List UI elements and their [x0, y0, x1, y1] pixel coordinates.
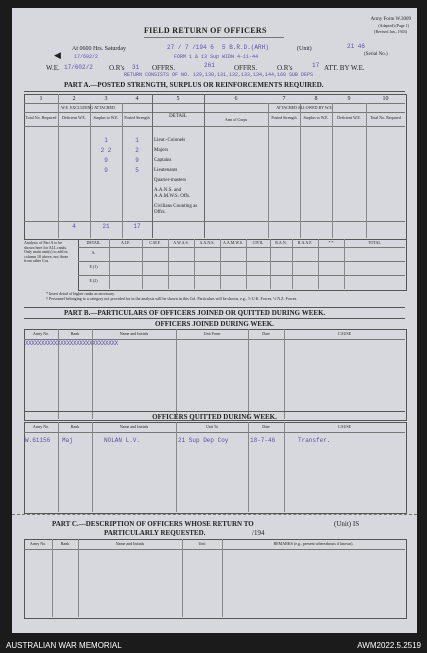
part-c-col-army-no: Army No. — [29, 541, 47, 546]
col-number-8: 8 — [314, 96, 318, 102]
return-line: RETURN CONSISTS OF NO. 129,130,131,132,133,134,144,160 SUB DEPS — [124, 72, 314, 78]
we-label: W.E. — [46, 64, 60, 72]
quitted-title: OFFICERS QUITTED DURING WEEK. — [152, 413, 277, 421]
part-c-col-unit: Unit — [198, 541, 206, 546]
army-form-label: Army Form W.3009 — [370, 17, 411, 22]
revised-label: (Revised Jan., 1943) — [374, 29, 407, 34]
col-number-5: 5 — [176, 96, 180, 102]
part-a-title: PART A.—POSTED STRENGTH, SURPLUS OR REINFORCEMENTS REQUIRED. — [64, 81, 324, 89]
part-c-title-2: PARTICULARLY REQUESTED. — [104, 529, 206, 537]
detail-row-lieutenants: Lieutenants — [154, 168, 178, 173]
quitted-col-unit: Unit To — [205, 424, 219, 429]
quitted-unit-to: 21 Sup Dep Coy — [178, 437, 229, 444]
col-number-9: 9 — [347, 96, 351, 102]
footer-right: AWM2022.5.2519 — [357, 641, 421, 650]
analysis-detail-header: DETAIL — [86, 240, 101, 245]
part-b-title: PART B.—PARTICULARS OF OFFICERS JOINED OR QUITTED DURING WEEK. — [64, 309, 326, 317]
joined-col-name: Name and Initials — [119, 331, 149, 336]
offrs-label-1: OFFRS. — [152, 64, 176, 72]
col-header-10: Total No. Required — [370, 115, 401, 120]
quitted-army-no: W.61156 — [25, 437, 51, 444]
quitted-cause: Transfer. — [298, 437, 331, 444]
footnote-2: † Personnel belonging to a category not provided for in the analysis will be shown in this Col. Particulars will be shown, e.g., ½ U.K. Forces, ½ N.Z. Forces. — [46, 296, 298, 301]
quitted-rank: Maj — [62, 437, 73, 444]
detail-row-qm: Quarter-masters — [154, 178, 187, 183]
col3-lt-col: 1 — [104, 137, 108, 144]
total-col3: 21 — [102, 223, 110, 230]
joined-col-unit: Unit From — [203, 331, 221, 336]
part-c-title-2-end: /194 — [252, 529, 265, 537]
joined-col-date: Date — [262, 331, 270, 336]
detail-row-aans: A.A.N.S. and A.A.M.W.S. Offs. — [154, 188, 191, 199]
col4-lt-col: 1 — [135, 137, 139, 144]
footer-left: AUSTRALIAN WAR MEMORIAL — [6, 641, 122, 650]
col-number-3: 3 — [104, 96, 108, 102]
analysis-col-other: * * — [328, 240, 334, 245]
ors-label-1: O.R's — [109, 64, 125, 72]
quitted-col-army-no: Army No. — [32, 424, 50, 429]
col-number-2: 2 — [72, 96, 76, 102]
ors-typed-1: 261 — [204, 62, 215, 69]
part-c-table — [24, 539, 407, 619]
offrs-typed-1: 31 — [132, 64, 140, 71]
analysis-col-civil: CIVIL — [252, 240, 264, 245]
quitted-date: 18-7-46 — [250, 437, 276, 444]
detail-row-majors: Majors — [154, 148, 169, 153]
part-c-title-1-end: (Unit) IS — [334, 520, 360, 528]
offrs-label-2: OFFRS. — [234, 64, 258, 72]
part-c-title-1: PART C.—DESCRIPTION OF OFFICERS WHOSE RETURN TO — [52, 520, 254, 528]
col-header-4: Posted Strength — [124, 115, 150, 120]
col-header-5: DETAIL — [169, 114, 187, 119]
joined-col-cause: CAUSE — [337, 331, 352, 336]
col-header-9: Deficient W.E. — [337, 115, 361, 120]
col-header-2: Deficient W.E. — [62, 115, 86, 120]
quitted-name: NOLAN L.V. — [104, 437, 141, 444]
col3-majors: 2 2 — [100, 147, 112, 154]
punch-hole-icon: ◀ — [54, 50, 61, 60]
analysis-col-aif: A.I.F. — [120, 240, 131, 245]
col4-captains: 9 — [135, 157, 139, 164]
footnote-1: * Insert detail of higher ranks as necessary. — [46, 291, 115, 296]
part-c-col-name: Name and Initials — [115, 541, 145, 546]
form-title: FIELD RETURN OF OFFICERS — [144, 26, 267, 35]
analysis-col-cmf: C.M.F. — [149, 240, 161, 245]
analysis-col-aamws: A.A.M.W.S. — [223, 240, 243, 245]
col-header-1: Total No. Required — [25, 115, 57, 120]
analysis-row-a: A. — [91, 250, 96, 255]
quitted-table — [24, 422, 407, 514]
part-c-col-rank: Rank — [60, 541, 70, 546]
ref-typed: 17/602/2 — [74, 54, 99, 60]
detail-row-lt-col: Lieut.-Colonels — [154, 138, 186, 143]
analysis-col-aans: A.A.N.S. — [199, 240, 215, 245]
hrs-date: 27 / 7 /194 6 — [167, 44, 214, 51]
ors-typed-2: 17 — [312, 62, 320, 69]
col4-majors: 2 — [135, 147, 139, 154]
analysis-col-awas: A.W.A.S. — [173, 240, 189, 245]
col-header-6: Arm of Corps — [224, 117, 248, 122]
col3-lieutenants: 9 — [104, 167, 108, 174]
joined-strikethrough: XXXXXXXXXXXXXXXXXXXXXXXXXXXXX — [25, 340, 118, 347]
joined-col-rank: Rank — [70, 331, 80, 336]
col-number-7: 7 — [282, 96, 286, 102]
col-header-3: Surplus to W.E. — [93, 115, 119, 120]
total-col2: 4 — [72, 223, 76, 230]
col-number-4: 4 — [135, 96, 139, 102]
field-return-form — [12, 8, 417, 633]
serial-label: (Serial No.) — [364, 52, 388, 57]
col-number-1: 1 — [39, 96, 43, 102]
analysis-row-e1: E.(1) — [89, 264, 98, 269]
we-typed: 17/602/2 — [64, 64, 93, 71]
analysis-row-e2: E.(2) — [89, 278, 98, 283]
analysis-col-total: TOTAL — [368, 240, 381, 245]
hrs-line: At 0600 Hrs. Saturday — [72, 46, 126, 52]
total-col4: 17 — [133, 223, 141, 230]
col-header-7: Posted Strength — [271, 115, 297, 120]
detail-row-civilians: Civilians Counting as Offrs. — [154, 204, 198, 215]
col4-lieutenants: 5 — [135, 167, 139, 174]
ors-label-2: O.R's — [277, 64, 293, 72]
analysis-col-raaf: R.A.A.F. — [297, 240, 313, 245]
att-label: ATT. BY W.E. — [324, 64, 365, 72]
analysis-col-ran: R.A.N. — [275, 240, 287, 245]
unit-typed: 5 B.R.D.(ARH) — [222, 44, 269, 51]
attached-allowed-label: ATTACHED ALLOWED BY W.E. — [276, 105, 333, 110]
col3-captains: 9 — [104, 157, 108, 164]
detail-row-captains: Captains — [154, 158, 172, 163]
analysis-label: Analysis of Part A to be shown here for ALL ranks. Only main unit(s) to add in column 10 above, not those from other Cos. — [24, 240, 69, 264]
quitted-col-name: Name and Initials — [119, 424, 149, 429]
part-c-col-remarks: REMARKS (e.g., present whereabouts if known). — [273, 541, 354, 546]
quitted-col-date: Date — [262, 424, 270, 429]
serial-typed: 21 46 — [347, 43, 366, 50]
joined-title: OFFICERS JOINED DURING WEEK. — [155, 320, 274, 328]
col-number-10: 10 — [382, 96, 389, 102]
we-excluding-label: W.E. EXCLUDING ATTACHED — [61, 105, 115, 110]
quitted-col-cause: CAUSE — [337, 424, 352, 429]
adapted-label: (Adapted) (Page 1) — [378, 23, 409, 28]
col-header-8: Surplus to W.E. — [303, 115, 329, 120]
joined-col-army-no: Army No. — [32, 331, 50, 336]
unit-label: (Unit) — [297, 46, 312, 52]
quitted-col-rank: Rank — [70, 424, 80, 429]
form-line: FORM 1 & 13 Sup WIDN 4-11-44 — [174, 54, 259, 60]
col-number-6: 6 — [234, 96, 238, 102]
